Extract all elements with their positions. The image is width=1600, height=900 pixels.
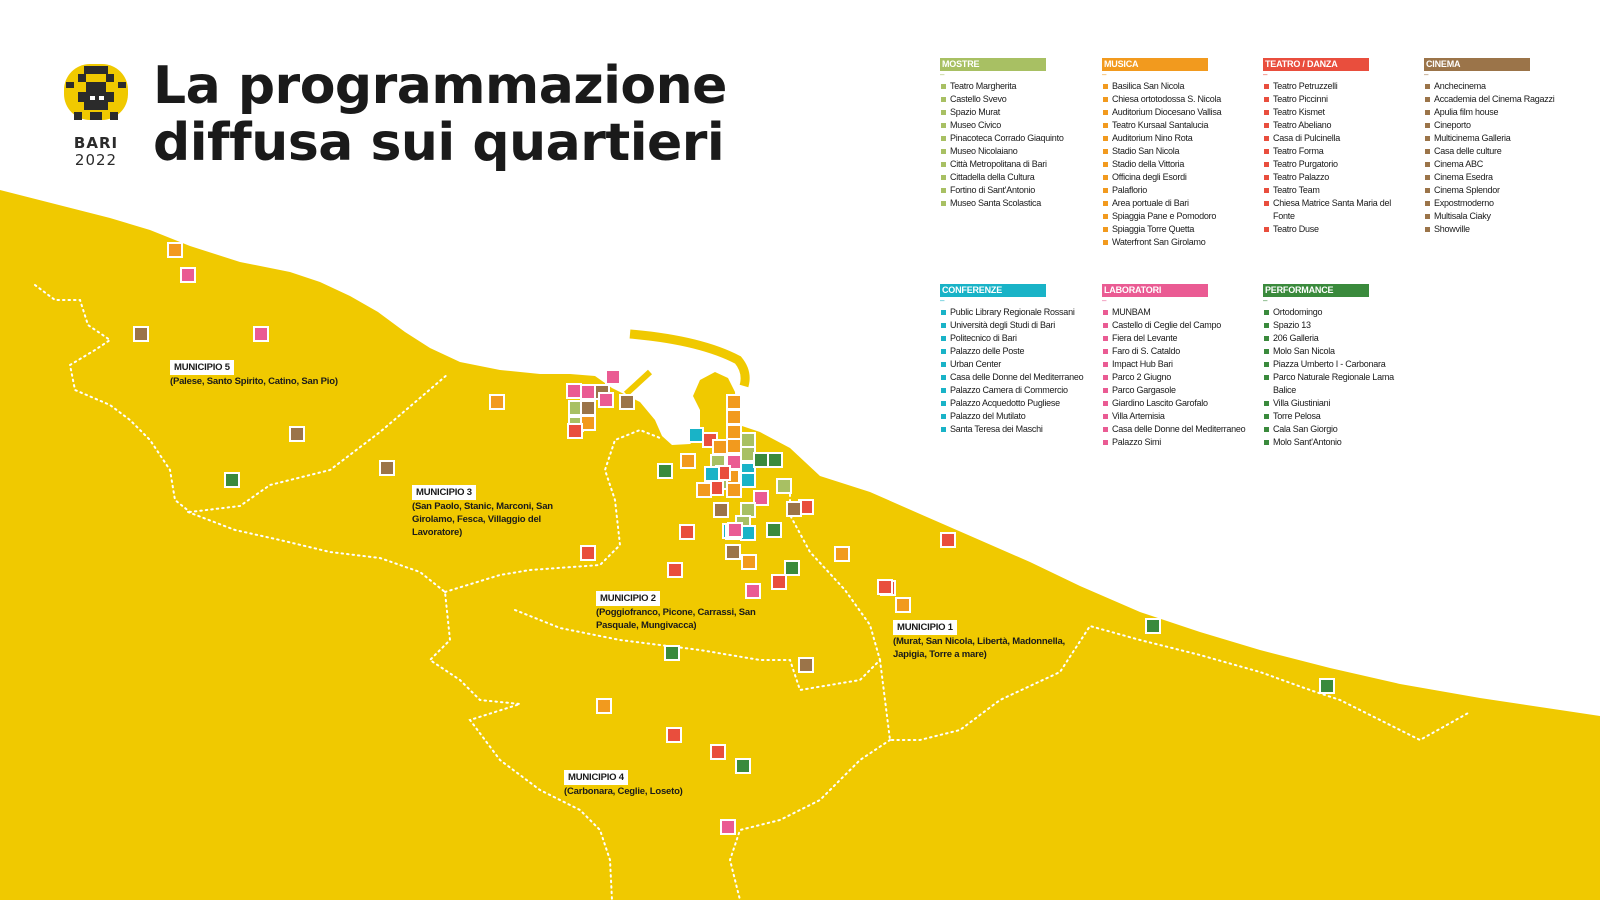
- legend-item: Palazzo Acquedotto Pugliese: [940, 397, 1090, 410]
- legend-performance: [1263, 284, 1413, 449]
- legend-item: Cinema Esedra: [1424, 171, 1574, 184]
- legend-item: Giardino Lascito Garofalo: [1102, 397, 1252, 410]
- event-marker-performance[interactable]: [1320, 679, 1334, 693]
- legend-item: Università degli Studi di Bari: [940, 319, 1090, 332]
- legend-item: Castello di Ceglie del Campo: [1102, 319, 1252, 332]
- legend-item: Palazzo del Mutilato: [940, 410, 1090, 423]
- event-marker-cinema[interactable]: [714, 503, 728, 517]
- legend-item: Chiesa ortotodossa S. Nicola: [1102, 93, 1252, 106]
- event-marker-laboratori[interactable]: [254, 327, 268, 341]
- title-line-1: La programmazione: [153, 56, 727, 116]
- legend-item: Casa delle culture: [1424, 145, 1574, 158]
- legend-dash: –: [1263, 296, 1268, 305]
- legend-item: Cala San Giorgio: [1263, 423, 1413, 436]
- legend-item: Multisala Ciaky: [1424, 210, 1574, 223]
- legend-item: Apulia film house: [1424, 106, 1574, 119]
- municipio-name: MUNICIPIO 4: [564, 770, 628, 785]
- legend-item: Fiera del Levante: [1102, 332, 1252, 345]
- event-marker-mostre[interactable]: [741, 433, 755, 447]
- legend-heading: CONFERENZE: [940, 284, 1046, 297]
- event-marker-teatro[interactable]: [668, 563, 682, 577]
- legend-dash: –: [940, 70, 945, 79]
- event-marker-musica[interactable]: [727, 483, 741, 497]
- legend-item: Spiaggia Torre Quetta: [1102, 223, 1252, 236]
- legend-item: Villa Artemisia: [1102, 410, 1252, 423]
- legend-item: Museo Civico: [940, 119, 1090, 132]
- legend-item: Auditorium Diocesano Vallisa: [1102, 106, 1252, 119]
- municipio-quartieri: (Palese, Santo Spirito, Catino, San Pio): [170, 376, 338, 387]
- legend-item: Auditorium Nino Rota: [1102, 132, 1252, 145]
- legend-item: Urban Center: [940, 358, 1090, 371]
- legend-item: Expostmoderno: [1424, 197, 1574, 210]
- legend-item: Casa delle Donne del Mediterraneo: [940, 371, 1090, 384]
- event-marker-performance[interactable]: [665, 646, 679, 660]
- legend-heading: MOSTRE: [940, 58, 1046, 71]
- legend-dash: –: [1263, 70, 1268, 79]
- legend-item: Stadio della Vittoria: [1102, 158, 1252, 171]
- event-marker-cinema[interactable]: [799, 658, 813, 672]
- event-marker-laboratori[interactable]: [567, 384, 581, 398]
- legend-item: Città Metropolitana di Bari: [940, 158, 1090, 171]
- event-marker-cinema[interactable]: [581, 401, 595, 415]
- event-marker-laboratori[interactable]: [181, 268, 195, 282]
- event-marker-cinema[interactable]: [290, 427, 304, 441]
- event-marker-teatro[interactable]: [772, 575, 786, 589]
- legend-item: Teatro Piccinni: [1263, 93, 1413, 106]
- legend-item: Cittadella della Cultura: [940, 171, 1090, 184]
- legend-list: [1263, 80, 1413, 236]
- event-marker-conferenze[interactable]: [741, 473, 755, 487]
- municipio-name: MUNICIPIO 1: [893, 620, 957, 635]
- event-marker-musica[interactable]: [697, 483, 711, 497]
- legend-item: Spazio 13: [1263, 319, 1413, 332]
- event-marker-laboratori[interactable]: [728, 523, 742, 537]
- legend-item: Officina degli Esordi: [1102, 171, 1252, 184]
- legend-item: Stadio San Nicola: [1102, 145, 1252, 158]
- legend-item: Teatro Petruzzelli: [1263, 80, 1413, 93]
- legend-item: 206 Galleria: [1263, 332, 1413, 345]
- legend-item: Pinacoteca Corrado Giaquinto: [940, 132, 1090, 145]
- event-marker-laboratori[interactable]: [599, 393, 613, 407]
- legend-item: Fortino di Sant'Antonio: [940, 184, 1090, 197]
- event-marker-cinema[interactable]: [620, 395, 634, 409]
- legend-item: Teatro Duse: [1263, 223, 1413, 236]
- event-marker-musica[interactable]: [742, 555, 756, 569]
- municipio-name: MUNICIPIO 5: [170, 360, 234, 375]
- legend-item: Cineporto: [1424, 119, 1574, 132]
- event-marker-musica[interactable]: [581, 416, 595, 430]
- legend-item: Cinema ABC: [1424, 158, 1574, 171]
- legend-item: Palazzo delle Poste: [940, 345, 1090, 358]
- legend-item: Anchecinema: [1424, 80, 1574, 93]
- event-marker-teatro[interactable]: [711, 745, 725, 759]
- legend-item: Spazio Murat: [940, 106, 1090, 119]
- municipio-quartieri: (Poggiofranco, Picone, Carrassi, San Pasquale, Mungivacca): [596, 607, 756, 631]
- legend-conferenze: [940, 284, 1090, 436]
- legend-item: Teatro Purgatorio: [1263, 158, 1413, 171]
- legend-item: Politecnico di Bari: [940, 332, 1090, 345]
- event-marker-musica[interactable]: [727, 410, 741, 424]
- municipio-quartieri: (Murat, San Nicola, Libertà, Madonnella, Japigia, Torre a mare): [893, 636, 1065, 660]
- event-marker-conferenze[interactable]: [705, 467, 719, 481]
- municipio-label: [170, 360, 350, 388]
- legend-item: Teatro Margherita: [940, 80, 1090, 93]
- legend-item: Castello Svevo: [940, 93, 1090, 106]
- title-line-2: diffusa sui quartieri: [153, 113, 725, 173]
- event-marker-musica[interactable]: [835, 547, 849, 561]
- municipio-quartieri: (Carbonara, Ceglie, Loseto): [564, 786, 683, 797]
- legend-item: Basilica San Nicola: [1102, 80, 1252, 93]
- event-marker-teatro[interactable]: [941, 533, 955, 547]
- event-marker-performance[interactable]: [767, 523, 781, 537]
- event-marker-musica[interactable]: [490, 395, 504, 409]
- event-marker-cinema[interactable]: [787, 502, 801, 516]
- legend-item: Torre Pelosa: [1263, 410, 1413, 423]
- event-marker-teatro[interactable]: [581, 546, 595, 560]
- event-marker-musica[interactable]: [713, 440, 727, 454]
- legend-item: Spiaggia Pane e Pomodoro: [1102, 210, 1252, 223]
- bari-crest-icon: [56, 56, 136, 134]
- legend-item: Palaflorio: [1102, 184, 1252, 197]
- event-marker-musica[interactable]: [681, 454, 695, 468]
- legend-item: Molo San Nicola: [1263, 345, 1413, 358]
- legend-item: Parco Gargasole: [1102, 384, 1252, 397]
- legend-item: Accademia del Cinema Ragazzi: [1424, 93, 1574, 106]
- legend-item: Piazza Umberto I - Carbonara: [1263, 358, 1413, 371]
- event-marker-performance[interactable]: [754, 453, 768, 467]
- legend-item: Showville: [1424, 223, 1574, 236]
- municipio-quartieri: (San Paolo, Stanic, Marconi, San Girolamo, Fesca, Villaggio del Lavoratore): [412, 501, 553, 538]
- municipio-name: MUNICIPIO 2: [596, 591, 660, 606]
- legend-item: Parco 2 Giugno: [1102, 371, 1252, 384]
- event-marker-teatro[interactable]: [568, 424, 582, 438]
- legend-list: [1263, 306, 1413, 449]
- event-marker-performance[interactable]: [658, 464, 672, 478]
- legend-dash: –: [940, 296, 945, 305]
- legend-item: Palazzo Camera di Commercio: [940, 384, 1090, 397]
- event-marker-laboratori[interactable]: [721, 820, 735, 834]
- legend-item: MUNBAM: [1102, 306, 1252, 319]
- legend-item: Public Library Regionale Rossani: [940, 306, 1090, 319]
- event-marker-mostre[interactable]: [741, 447, 755, 461]
- legend-dash: –: [1102, 70, 1107, 79]
- logo-text: BARI: [73, 134, 119, 152]
- event-marker-cinema[interactable]: [380, 461, 394, 475]
- event-marker-teatro[interactable]: [667, 728, 681, 742]
- event-marker-mostre[interactable]: [741, 503, 755, 517]
- event-marker-mostre[interactable]: [777, 479, 791, 493]
- legend-list: [1424, 80, 1574, 236]
- page-title: [153, 58, 803, 172]
- event-marker-musica[interactable]: [727, 425, 741, 439]
- legend-dash: –: [1102, 296, 1107, 305]
- event-marker-laboratori[interactable]: [754, 491, 768, 505]
- legend-cinema: [1424, 58, 1574, 236]
- legend-teatro: [1263, 58, 1413, 236]
- legend-item: Impact Hub Bari: [1102, 358, 1252, 371]
- legend-list: [1102, 306, 1252, 449]
- event-marker-musica[interactable]: [896, 598, 910, 612]
- legend-item: Teatro Team: [1263, 184, 1413, 197]
- legend-list: [940, 306, 1090, 436]
- legend-item: Santa Teresa dei Maschi: [940, 423, 1090, 436]
- legend-item: Casa delle Donne del Mediterraneo: [1102, 423, 1252, 436]
- legend-item: Teatro Forma: [1263, 145, 1413, 158]
- event-marker-cinema[interactable]: [726, 545, 740, 559]
- event-marker-musica[interactable]: [727, 439, 741, 453]
- legend-dash: –: [1424, 70, 1429, 79]
- legend-item: Teatro Palazzo: [1263, 171, 1413, 184]
- event-marker-performance[interactable]: [768, 453, 782, 467]
- legend-list: [1102, 80, 1252, 249]
- municipio-label: [564, 770, 724, 798]
- legend-item: Museo Santa Scolastica: [940, 197, 1090, 210]
- legend-item: Teatro Kismet: [1263, 106, 1413, 119]
- legend-item: Teatro Kursaal Santalucia: [1102, 119, 1252, 132]
- event-marker-conferenze[interactable]: [689, 428, 703, 442]
- legend-mostre: [940, 58, 1090, 210]
- event-marker-performance[interactable]: [785, 561, 799, 575]
- municipio-label: [893, 620, 1093, 661]
- legend-item: Villa Giustiniani: [1263, 397, 1413, 410]
- legend-item: Casa di Pulcinella: [1263, 132, 1413, 145]
- legend-item: Multicinema Galleria: [1424, 132, 1574, 145]
- legend-item: Ortodomingo: [1263, 306, 1413, 319]
- legend-heading: LABORATORI: [1102, 284, 1208, 297]
- legend-item: Chiesa Matrice Santa Maria del Fonte: [1263, 197, 1413, 223]
- legend-item: Molo Sant'Antonio: [1263, 436, 1413, 449]
- event-marker-teatro[interactable]: [878, 580, 892, 594]
- legend-heading: PERFORMANCE: [1263, 284, 1369, 297]
- legend-item: Museo Nicolaiano: [940, 145, 1090, 158]
- legend-list: [940, 80, 1090, 210]
- event-marker-performance[interactable]: [225, 473, 239, 487]
- event-marker-cinema[interactable]: [134, 327, 148, 341]
- event-marker-musica[interactable]: [727, 395, 741, 409]
- bari-2022-logo: [56, 56, 136, 174]
- legend-heading: TEATRO / DANZA: [1263, 58, 1369, 71]
- legend-item: Teatro Abeliano: [1263, 119, 1413, 132]
- legend-heading: MUSICA: [1102, 58, 1208, 71]
- legend-item: Area portuale di Bari: [1102, 197, 1252, 210]
- harbour-jetty: [626, 372, 650, 394]
- legend-musica: [1102, 58, 1252, 249]
- logo-year: 2022: [74, 151, 118, 169]
- event-marker-musica[interactable]: [168, 243, 182, 257]
- event-marker-conferenze[interactable]: [741, 526, 755, 540]
- municipio-name: MUNICIPIO 3: [412, 485, 476, 500]
- municipio-label: [412, 485, 572, 539]
- legend-item: Parco Naturale Regionale Lama Balice: [1263, 371, 1413, 397]
- legend-item: Faro di S. Cataldo: [1102, 345, 1252, 358]
- legend-laboratori: [1102, 284, 1252, 449]
- legend-item: Waterfront San Girolamo: [1102, 236, 1252, 249]
- event-marker-performance[interactable]: [736, 759, 750, 773]
- legend-item: Cinema Splendor: [1424, 184, 1574, 197]
- event-marker-teatro[interactable]: [680, 525, 694, 539]
- legend-item: Palazzo Simi: [1102, 436, 1252, 449]
- legend-heading: CINEMA: [1424, 58, 1530, 71]
- municipio-label: [596, 591, 776, 632]
- event-marker-laboratori[interactable]: [581, 385, 595, 399]
- event-marker-musica[interactable]: [597, 699, 611, 713]
- event-marker-performance[interactable]: [1146, 619, 1160, 633]
- event-marker-laboratori[interactable]: [606, 370, 620, 384]
